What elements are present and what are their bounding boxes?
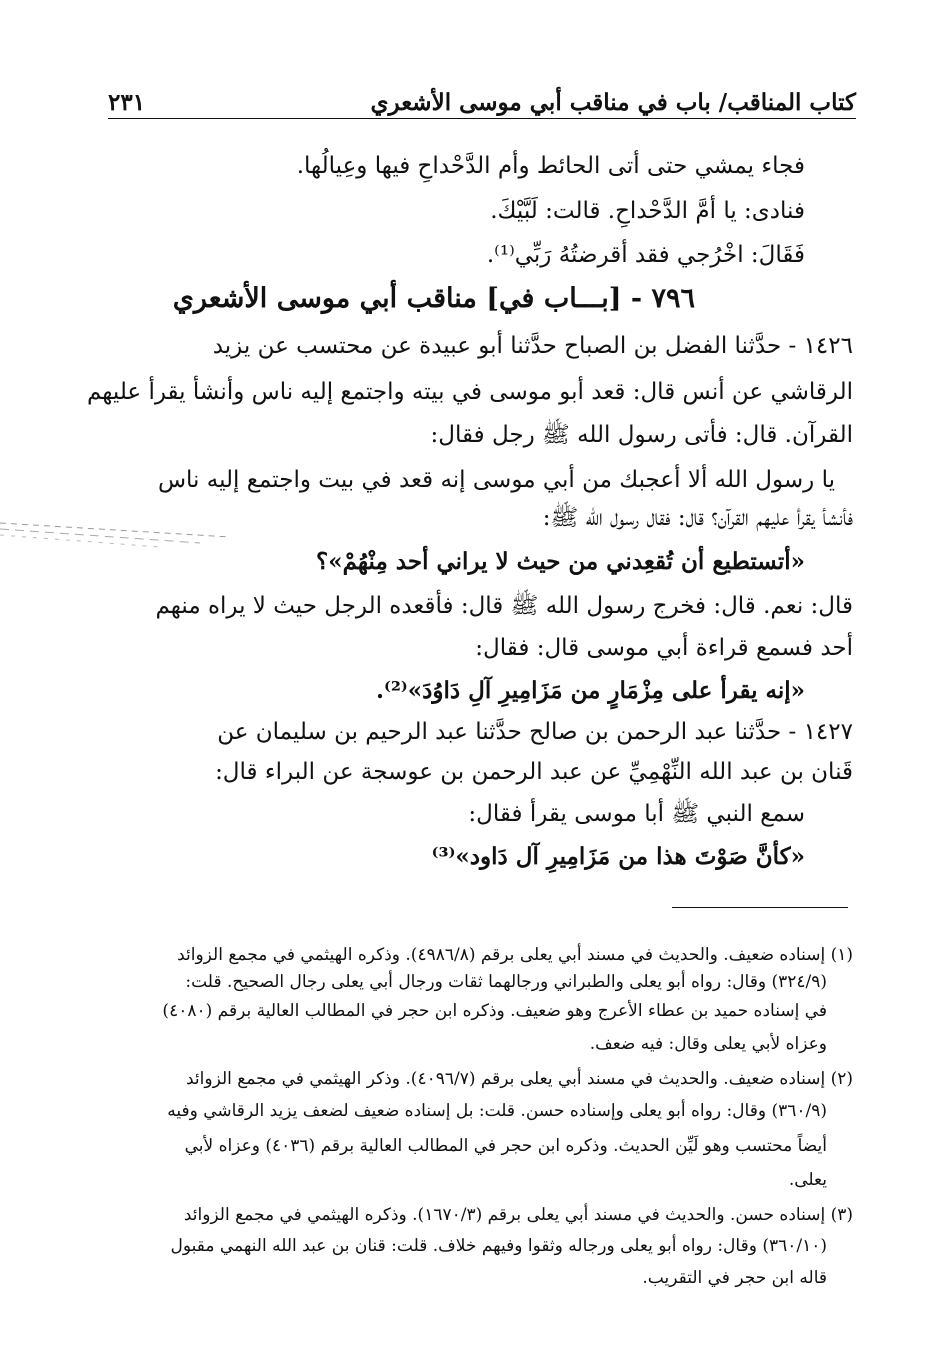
page-header xyxy=(108,82,856,116)
quote-line: «إنه يقرأ على مِزْمَارٍ من مَزَامِيرِ آلِ دَاوُدَ»⁽²⁾. xyxy=(375,677,805,704)
text-line: يا رسول الله ألا أعجبك من أبي موسى إنه قعد في بيت واجتمع إليه ناس xyxy=(157,467,835,493)
footnote-line: (٢) إسناده ضعيف. والحديث في مسند أبي يعلى برقم (٤٠٩٦/٧). وذكر الهيثمي في مجمع الزوائد xyxy=(186,1069,853,1089)
footnote-line: قاله ابن حجر في التقريب. xyxy=(642,1268,827,1288)
text-line: قَنان بن عبد الله النِّهْمِيِّ عن عبد الرحمن بن عوسجة عن البراء قال: xyxy=(215,759,853,785)
quote-line: «كأنَّ صَوْتَ هذا من مَزَامِيرِ آل دَاود»⁽³⁾ xyxy=(431,843,805,870)
chapter-heading: ٧٩٦ - [بـــاب في] مناقب أبي موسى الأشعري xyxy=(172,283,695,314)
page-number: ٢٣١ xyxy=(108,89,146,116)
footnote-line: (١) إسناده ضعيف. والحديث في مسند أبي يعلى برقم (٤٩٨٦/٨). وذكره الهيثمي في مجمع الزوائد xyxy=(177,945,853,965)
footnote-line: وعزاه لأبي يعلى وقال: فيه ضعف. xyxy=(589,1034,827,1054)
text-line: أحد فسمع قراءة أبي موسى قال: فقال: xyxy=(475,635,853,661)
text-line: فَقَالَ: اخْرُجي فقد أقرضتُهُ رَبِّي⁽¹⁾. xyxy=(486,242,805,268)
text-line: فجاء يمشي حتى أتى الحائط وأم الدَّحْداحِ فيها وعِيالُها. xyxy=(296,153,805,179)
hadith-line: ١٤٢٦ - حدَّثنا الفضل بن الصباح حدَّثنا أبو عبيدة عن محتسب عن يزيد xyxy=(212,333,853,359)
footnote-line: (٣) إسناده حسن. والحديث في مسند أبي يعلى برقم (١٦٧٠/٣). وذكره الهيثمي في مجمع الزوائد xyxy=(183,1205,853,1225)
text-line: فأنشأ يقرأ عليهم القرآن؟ قال: فقال رسول الله ﷺ: xyxy=(542,505,853,531)
text-line: فنادى: يا أمَّ الدَّحْداحِ. قالت: لَبَّيْكَ. xyxy=(490,198,805,224)
footnote-line: (٣٢٤/٩) وقال: رواه أبو يعلى والطبراني ورجالهما ثقات ورجال أبي يعلى رجال الصحيح. قلت: xyxy=(185,972,827,992)
footnote-rule xyxy=(672,907,848,908)
text-line: الرقاشي عن أنس قال: قعد أبو موسى في بيته واجتمع إليه ناس وأنشأ يقرأ عليهم xyxy=(86,379,853,405)
text-line: سمع النبي ﷺ أبا موسى يقرأ فقال: xyxy=(468,801,805,827)
quote-line: «أتستطيع أن تُقعِدني من حيث لا يراني أحد مِنْهُمْ»؟ xyxy=(316,548,805,575)
header-rule xyxy=(108,118,856,119)
footnote-line: (٣٦٠/١٠) وقال: رواه أبو يعلى ورجاله وثقوا وفيهم خلاف. قلت: قنان بن عبد الله النهمي مقبول xyxy=(170,1236,827,1256)
text-line: القرآن. قال: فأتى رسول الله ﷺ رجل فقال: xyxy=(430,422,853,448)
running-title: كتاب المناقب/ باب في مناقب أبي موسى الأشعري xyxy=(370,89,856,116)
scan-artifact xyxy=(0,517,230,561)
hadith-line: ١٤٢٧ - حدَّثنا عبد الرحمن بن صالح حدَّثنا عبد الرحيم بن سليمان عن xyxy=(217,719,853,745)
text-line: قال: نعم. قال: فخرج رسول الله ﷺ قال: فأقعده الرجل حيث لا يراه منهم xyxy=(155,593,853,619)
footnote-line: في إسناده حميد بن عطاء الأعرج وهو ضعيف. وذكره ابن حجر في المطالب العالية برقم (٤٠٨٠) xyxy=(162,1001,827,1021)
footnote-line: يعلى. xyxy=(788,1170,827,1190)
footnote-line: أيضاً محتسب وهو لَيِّن الحديث. وذكره ابن حجر في المطالب العالية برقم (٤٠٣٦) وعزاه لأبي xyxy=(184,1136,827,1156)
footnote-line: (٣٦٠/٩) وقال: رواه أبو يعلى وإسناده حسن. قلت: بل إسناده ضعيف لضعف يزيد الرقاشي وفيه xyxy=(167,1101,827,1121)
